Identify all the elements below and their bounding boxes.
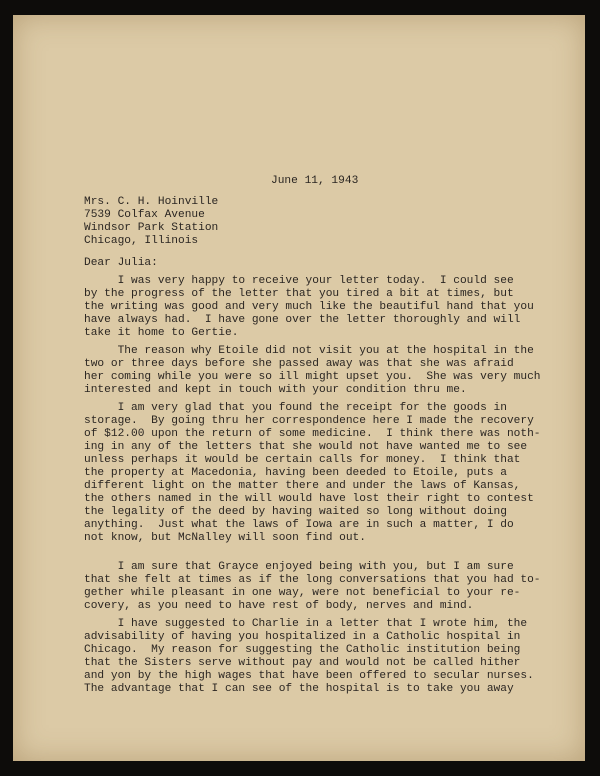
- paragraph-2-line: interested and kept in touch with your condition thru me.: [84, 384, 467, 396]
- paragraph-3-line: different light on the matter there and under the laws of Kansas,: [84, 480, 521, 492]
- paragraph-2-line: her coming while you were so ill might upset you. She was very much: [84, 371, 541, 383]
- paragraph-2-line: two or three days before she passed away was that she was afraid: [84, 358, 514, 370]
- paragraph-4-line: that she felt at times as if the long conversations that you had to-: [84, 574, 541, 586]
- paragraph-3-line: of $12.00 upon the return of some medicine. I think there was noth-: [84, 428, 541, 440]
- paragraph-1-line: by the progress of the letter that you tired a bit at times, but: [84, 288, 514, 300]
- paragraph-1-line: I was very happy to receive your letter today. I could see: [84, 275, 514, 287]
- paragraph-4-line: I am sure that Grayce enjoyed being with you, but I am sure: [84, 561, 514, 573]
- letter-date: June 11, 1943: [271, 175, 359, 187]
- paragraph-4-line: covery, as you need to have rest of body, nerves and mind.: [84, 600, 474, 612]
- paragraph-3-line: not know, but McNalley will soon find out.: [84, 532, 366, 544]
- paragraph-3-line: ing in any of the letters that she would not have wanted me to see: [84, 441, 528, 453]
- paragraph-5-line: I have suggested to Charlie in a letter that I wrote him, the: [84, 618, 528, 630]
- paragraph-3-line: I am very glad that you found the receipt for the goods in: [84, 402, 507, 414]
- paragraph-5-line: Chicago. My reason for suggesting the Catholic institution being: [84, 644, 521, 656]
- paragraph-5-line: that the Sisters serve without pay and would not be called hither: [84, 657, 521, 669]
- paragraph-3-line: unless perhaps it would be certain calls for money. I think that: [84, 454, 521, 466]
- salutation: Dear Julia:: [84, 257, 158, 269]
- paragraph-3-line: the property at Macedonia, having been deeded to Etoile, puts a: [84, 467, 507, 479]
- paragraph-5-line: and yon by the high wages that have been offered to secular nurses.: [84, 670, 534, 682]
- paragraph-4-line: gether while pleasant in one way, were not beneficial to your re-: [84, 587, 521, 599]
- paragraph-3-line: the others named in the will would have lost their right to contest: [84, 493, 534, 505]
- paragraph-3-line: the legality of the deed by having waited so long without doing: [84, 506, 507, 518]
- paragraph-1-line: the writing was good and very much like the beautiful hand that you: [84, 301, 534, 313]
- address-line-name: Mrs. C. H. Hoinville: [84, 196, 219, 208]
- address-line-city: Chicago, Illinois: [84, 235, 199, 247]
- paragraph-5-line: advisability of having you hospitalized in a Catholic hospital in: [84, 631, 521, 643]
- address-line-station: Windsor Park Station: [84, 222, 219, 234]
- paragraph-3-line: storage. By going thru her correspondence here I made the recovery: [84, 415, 534, 427]
- paragraph-3-line: anything. Just what the laws of Iowa are in such a matter, I do: [84, 519, 514, 531]
- address-line-street: 7539 Colfax Avenue: [84, 209, 205, 221]
- paragraph-1-line: take it home to Gertie.: [84, 327, 239, 339]
- paragraph-5-line: The advantage that I can see of the hospital is to take you away: [84, 683, 514, 695]
- paragraph-1-line: have always had. I have gone over the letter thoroughly and will: [84, 314, 521, 326]
- paragraph-2-line: The reason why Etoile did not visit you at the hospital in the: [84, 345, 534, 357]
